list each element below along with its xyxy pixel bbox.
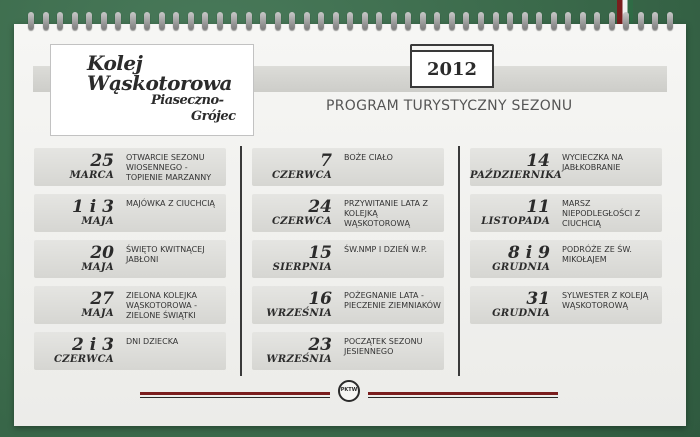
event-month: GRUDNIA bbox=[492, 262, 550, 273]
footer-rule-left-thin bbox=[140, 397, 330, 398]
event-month: LISTOPADA bbox=[481, 216, 550, 227]
ring bbox=[86, 12, 92, 30]
event-month: MARCA bbox=[69, 170, 114, 181]
event-entry bbox=[252, 286, 444, 324]
ring bbox=[347, 12, 353, 30]
event-date bbox=[34, 336, 114, 366]
ring bbox=[594, 12, 600, 30]
event-day: 1 i 3 bbox=[72, 197, 114, 217]
event-date bbox=[252, 336, 332, 366]
ring bbox=[28, 12, 34, 30]
ring bbox=[217, 12, 223, 30]
ring bbox=[522, 12, 528, 30]
event-entry bbox=[34, 148, 226, 186]
event-date bbox=[252, 152, 332, 182]
event-date bbox=[252, 290, 332, 320]
event-day: 2 i 3 bbox=[72, 335, 114, 355]
ring bbox=[507, 12, 513, 30]
event-description: PODRÓŻE ZE ŚW. MIKOŁAJEM bbox=[562, 245, 632, 264]
event-month: CZERWCA bbox=[271, 170, 332, 181]
event-description: OTWARCIE SEZONU WIOSENNEGO - TOPIENIE MARZANNY bbox=[126, 153, 212, 182]
ring bbox=[72, 12, 78, 30]
ring bbox=[580, 12, 586, 30]
event-entry bbox=[470, 240, 662, 278]
ring bbox=[667, 12, 673, 30]
event-month: MAJA bbox=[81, 308, 114, 319]
event-date bbox=[470, 198, 550, 228]
event-entry bbox=[252, 332, 444, 370]
event-day: 24 bbox=[308, 197, 332, 217]
ring bbox=[493, 12, 499, 30]
ring bbox=[231, 12, 237, 30]
ring bbox=[405, 12, 411, 30]
ring bbox=[362, 12, 368, 30]
event-entry bbox=[34, 286, 226, 324]
ring bbox=[376, 12, 382, 30]
ring bbox=[652, 12, 658, 30]
event-month: MAJA bbox=[81, 262, 114, 273]
event-month: SIERPNIA bbox=[272, 262, 332, 273]
event-description: ŚWIĘTO KWITNĄCEJ JABŁONI bbox=[126, 245, 205, 264]
event-month: GRUDNIA bbox=[492, 308, 550, 319]
footer-rule-left bbox=[140, 392, 330, 395]
event-month: WRZEŚNIA bbox=[266, 308, 332, 319]
event-description: BOŻE CIAŁO bbox=[344, 153, 393, 162]
event-date bbox=[252, 198, 332, 228]
logo-line-4: Grójec bbox=[191, 109, 236, 124]
ring bbox=[536, 12, 542, 30]
event-day: 15 bbox=[308, 243, 332, 263]
event-entry bbox=[470, 148, 662, 186]
column-divider bbox=[458, 146, 460, 376]
ring bbox=[115, 12, 121, 30]
footer-rule-right bbox=[368, 392, 558, 395]
emblem-text: PKTW bbox=[340, 387, 358, 393]
ring bbox=[173, 12, 179, 30]
ring bbox=[202, 12, 208, 30]
event-month: CZERWCA bbox=[271, 216, 332, 227]
event-month: MAJA bbox=[81, 216, 114, 227]
event-day: 11 bbox=[526, 197, 550, 217]
event-month: WRZEŚNIA bbox=[266, 354, 332, 365]
ring bbox=[318, 12, 324, 30]
event-day: 25 bbox=[90, 151, 114, 171]
ring bbox=[551, 12, 557, 30]
event-description: POŻEGNANIE LATA - PIECZENIE ZIEMNIAKÓW bbox=[344, 291, 441, 310]
ring bbox=[609, 12, 615, 30]
ring bbox=[449, 12, 455, 30]
event-month: PAŹDZIERNIKA bbox=[470, 170, 562, 181]
ring bbox=[289, 12, 295, 30]
event-description: MAJÓWKA Z CIUCHCIĄ bbox=[126, 199, 215, 208]
event-description: SYLWESTER Z KOLEJĄ WĄSKOTOROWĄ bbox=[562, 291, 649, 310]
footer-rule-right-thin bbox=[368, 397, 558, 398]
event-entry bbox=[34, 240, 226, 278]
event-day: 7 bbox=[320, 151, 332, 171]
event-day: 27 bbox=[90, 289, 114, 309]
event-date bbox=[34, 152, 114, 182]
event-entry bbox=[252, 194, 444, 232]
footer-emblem-icon bbox=[338, 380, 360, 402]
event-description: POCZĄTEK SEZONU JESIENNEGO bbox=[344, 337, 423, 356]
year-badge: 2012 bbox=[410, 50, 494, 88]
event-date bbox=[252, 244, 332, 274]
event-day: 8 i 9 bbox=[508, 243, 550, 263]
program-title: PROGRAM TURYSTYCZNY SEZONU bbox=[326, 98, 573, 114]
ring bbox=[101, 12, 107, 30]
event-day: 23 bbox=[308, 335, 332, 355]
ring bbox=[43, 12, 49, 30]
event-description: WYCIECZKA NA JABŁKOBRANIE bbox=[562, 153, 624, 172]
ring bbox=[434, 12, 440, 30]
ring bbox=[565, 12, 571, 30]
event-date bbox=[34, 198, 114, 228]
event-description: PRZYWITANIE LATA Z KOLEJKĄ WĄSKOTOROWĄ bbox=[344, 199, 428, 228]
event-entry bbox=[34, 332, 226, 370]
event-description: DNI DZIECKA bbox=[126, 337, 179, 346]
event-day: 20 bbox=[90, 243, 114, 263]
event-date bbox=[34, 244, 114, 274]
event-day: 14 bbox=[526, 151, 550, 171]
ring bbox=[275, 12, 281, 30]
ring bbox=[463, 12, 469, 30]
event-description: MARSZ NIEPODLEGŁOŚCI Z CIUCHCIĄ bbox=[562, 199, 641, 228]
ring bbox=[333, 12, 339, 30]
logo-line-3: Piaseczno- bbox=[151, 93, 224, 108]
ring bbox=[246, 12, 252, 30]
ring bbox=[260, 12, 266, 30]
event-date bbox=[470, 290, 550, 320]
event-date bbox=[34, 290, 114, 320]
ring bbox=[391, 12, 397, 30]
ring bbox=[188, 12, 194, 30]
event-description: ZIELONA KOLEJKA WĄSKOTOROWA - ZIELONE ŚWIĄTKI bbox=[126, 291, 197, 320]
event-description: ŚW.NMP I DZIEŃ W.P. bbox=[344, 245, 428, 254]
ring bbox=[420, 12, 426, 30]
event-day: 31 bbox=[526, 289, 550, 309]
ring bbox=[623, 12, 629, 30]
ring bbox=[144, 12, 150, 30]
event-entry bbox=[34, 194, 226, 232]
event-entry bbox=[470, 194, 662, 232]
ring bbox=[57, 12, 63, 30]
ring bbox=[478, 12, 484, 30]
logo-line-2: Wąskotorowa bbox=[87, 71, 233, 95]
event-day: 16 bbox=[308, 289, 332, 309]
event-date bbox=[470, 151, 562, 182]
ring bbox=[638, 12, 644, 30]
event-entry bbox=[252, 148, 444, 186]
event-month: CZERWCA bbox=[53, 354, 114, 365]
event-entry bbox=[252, 240, 444, 278]
column-divider bbox=[240, 146, 242, 376]
event-entry bbox=[470, 286, 662, 324]
logo-line-1: Kolej bbox=[87, 51, 143, 75]
ring bbox=[159, 12, 165, 30]
binder-rings bbox=[28, 12, 673, 32]
logo bbox=[50, 44, 254, 136]
ring bbox=[130, 12, 136, 30]
ring bbox=[304, 12, 310, 30]
event-date bbox=[470, 244, 550, 274]
